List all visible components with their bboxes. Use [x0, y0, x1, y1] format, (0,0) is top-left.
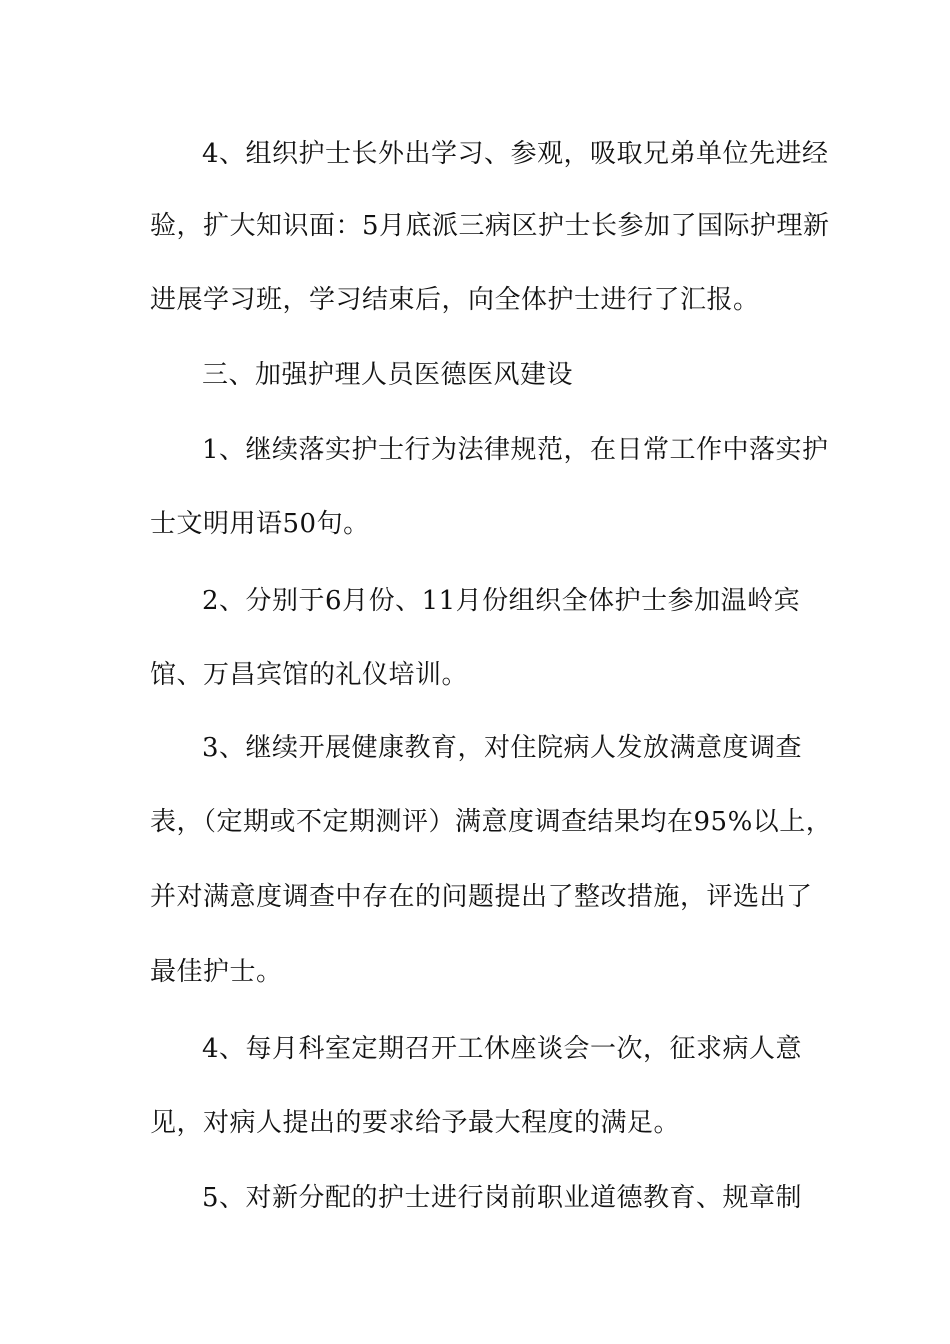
paragraph-line: 馆、万昌宾馆的礼仪培训。: [150, 660, 469, 690]
paragraph-line: 最佳护士。: [150, 957, 283, 987]
paragraph-line: 士文明用语50句。: [150, 509, 370, 539]
paragraph-line: 并对满意度调查中存在的问题提出了整改措施，评选出了: [150, 882, 813, 912]
paragraph-line: 1、继续落实护士行为法律规范，在日常工作中落实护: [202, 435, 829, 465]
paragraph-line: 4、每月科室定期召开工休座谈会一次，征求病人意: [202, 1034, 803, 1064]
section-heading: 三、加强护理人员医德医风建设: [202, 360, 574, 390]
paragraph-line: 验，扩大知识面：5月底派三病区护士长参加了国际护理新: [150, 211, 830, 241]
paragraph-line: 表，（定期或不定期测评）满意度调查结果均在95%以上，: [150, 807, 833, 837]
paragraph-line: 3、继续开展健康教育，对住院病人发放满意度调查: [202, 733, 803, 763]
paragraph-line: 5、对新分配的护士进行岗前职业道德教育、规章制: [202, 1183, 803, 1213]
paragraph-line: 见，对病人提出的要求给予最大程度的满足。: [150, 1108, 681, 1138]
paragraph-line: 4、组织护士长外出学习、参观，吸取兄弟单位先进经: [202, 139, 829, 169]
paragraph-line: 2、分别于6月份、11月份组织全体护士参加温岭宾: [202, 586, 801, 616]
paragraph-line: 进展学习班，学习结束后，向全体护士进行了汇报。: [150, 285, 760, 315]
